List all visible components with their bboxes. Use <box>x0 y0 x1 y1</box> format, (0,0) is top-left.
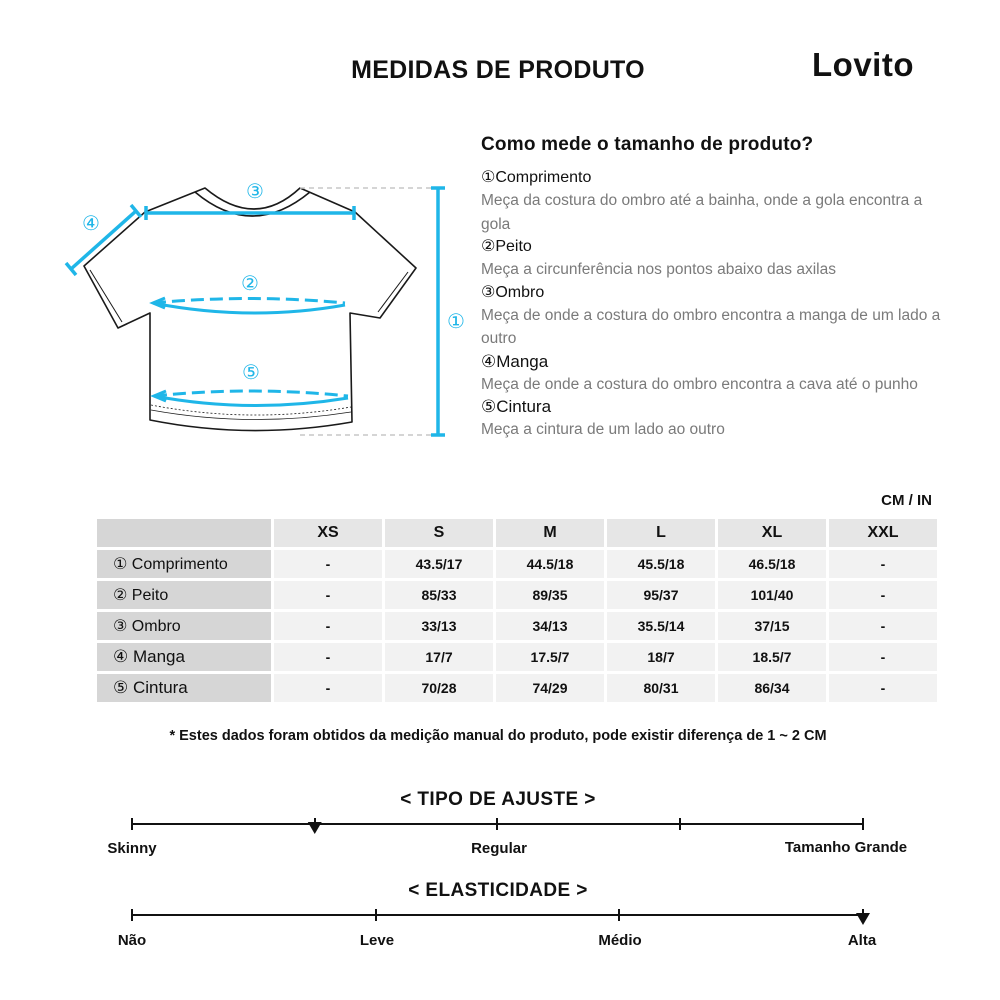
elasticity-selected-marker <box>856 913 870 925</box>
fit-label-regular: Regular <box>471 840 527 857</box>
elasticity-label-none: Não <box>117 932 147 949</box>
table-cell: - <box>274 612 382 640</box>
table-cell: 74/29 <box>496 674 604 702</box>
marker-shoulder: ③ <box>246 179 264 203</box>
table-cell: 85/33 <box>385 581 493 609</box>
table-cell: 35.5/14 <box>607 612 715 640</box>
shirt-measurement-diagram <box>58 168 478 448</box>
table-cell: 45.5/18 <box>607 550 715 578</box>
table-cell: 33/13 <box>385 612 493 640</box>
table-row <box>97 612 937 640</box>
elasticity-label-light: Leve <box>359 932 395 949</box>
table-cell: 86/34 <box>718 674 826 702</box>
measurement-guide <box>481 134 951 442</box>
guide-item-title: ③Ombro <box>481 283 545 301</box>
guide-item-title: ①Comprimento <box>481 169 592 186</box>
marker-waist: ⑤ <box>242 360 260 384</box>
marker-sleeve: ④ <box>82 211 100 235</box>
elasticity-label-high: Alta <box>847 932 877 949</box>
size-header-l: L <box>607 519 715 547</box>
guide-item-title: ②Peito <box>481 238 532 255</box>
table-row <box>97 674 937 702</box>
table-header-row <box>97 519 937 547</box>
table-cell: - <box>274 581 382 609</box>
table-cell: 95/37 <box>607 581 715 609</box>
sleeve-measure-line <box>66 205 141 275</box>
length-measure-line <box>431 188 445 435</box>
fit-type-title: < TIPO DE AJUSTE > <box>400 789 596 810</box>
table-cell: 44.5/18 <box>496 550 604 578</box>
row-label: ② Peito <box>97 581 271 609</box>
shirt-outline <box>84 188 416 431</box>
brand-logo: Lovito <box>812 46 914 83</box>
table-cell: - <box>829 643 937 671</box>
guide-item-desc: Meça de onde a costura do ombro encontra a cava até o punho <box>481 375 918 393</box>
table-cell: - <box>274 674 382 702</box>
table-cell: 46.5/18 <box>718 550 826 578</box>
table-row <box>97 643 937 671</box>
table-cell: 80/31 <box>607 674 715 702</box>
table-cell: - <box>829 550 937 578</box>
marker-length: ① <box>447 309 465 333</box>
guide-heading: Como mede o tamanho de produto? <box>481 134 814 155</box>
waist-measure-line <box>154 391 348 406</box>
fit-selected-marker <box>308 822 322 834</box>
table-cell: 70/28 <box>385 674 493 702</box>
table-cell: 89/35 <box>496 581 604 609</box>
table-cell: - <box>829 612 937 640</box>
table-cell: - <box>274 643 382 671</box>
table-cell: 17/7 <box>385 643 493 671</box>
table-cell: 34/13 <box>496 612 604 640</box>
guide-item-title: ④Manga <box>481 351 549 371</box>
row-label: ④ Manga <box>97 643 271 671</box>
elasticity-title: < ELASTICIDADE > <box>408 880 588 901</box>
guide-item-title: ⑤Cintura <box>481 397 552 416</box>
size-table <box>94 516 940 705</box>
row-label: ⑤ Cintura <box>97 674 271 702</box>
page-title: MEDIDAS DE PRODUTO <box>351 56 645 84</box>
table-cell: 17.5/7 <box>496 643 604 671</box>
table-corner-cell <box>97 519 271 547</box>
table-cell: 37/15 <box>718 612 826 640</box>
size-header-m: M <box>496 519 604 547</box>
guide-item-desc: Meça a circunferência nos pontos abaixo das axilas <box>481 261 836 278</box>
row-label: ③ Ombro <box>97 612 271 640</box>
fit-label-large: Tamanho Grande <box>784 839 908 856</box>
table-cell: - <box>829 674 937 702</box>
row-label: ① Comprimento <box>97 550 271 578</box>
table-cell: 101/40 <box>718 581 826 609</box>
table-cell: 43.5/17 <box>385 550 493 578</box>
table-row <box>97 550 937 578</box>
guide-item-desc: Meça de onde a costura do ombro encontra a manga de um lado a outro <box>481 306 941 347</box>
table-cell: - <box>274 550 382 578</box>
size-header-xl: XL <box>718 519 826 547</box>
table-row <box>97 581 937 609</box>
measurement-note: * Estes dados foram obtidos da medição manual do produto, pode existir diferença de 1 ~ 2 CM <box>169 728 827 744</box>
size-header-xs: XS <box>274 519 382 547</box>
size-header-s: S <box>385 519 493 547</box>
chest-measure-line <box>153 298 345 313</box>
units-label: CM / IN <box>881 492 932 509</box>
table-cell: - <box>829 581 937 609</box>
table-cell: 18.5/7 <box>718 643 826 671</box>
guide-item-desc: Meça a cintura de um lado ao outro <box>481 421 725 438</box>
guide-item-desc: Meça da costura do ombro até a bainha, onde a gola encontra a gola <box>481 192 923 233</box>
elasticity-label-medium: Médio <box>598 932 642 949</box>
fit-label-skinny: Skinny <box>107 840 157 857</box>
table-cell: 18/7 <box>607 643 715 671</box>
marker-chest: ② <box>241 271 259 295</box>
size-header-xxl: XXL <box>829 519 937 547</box>
